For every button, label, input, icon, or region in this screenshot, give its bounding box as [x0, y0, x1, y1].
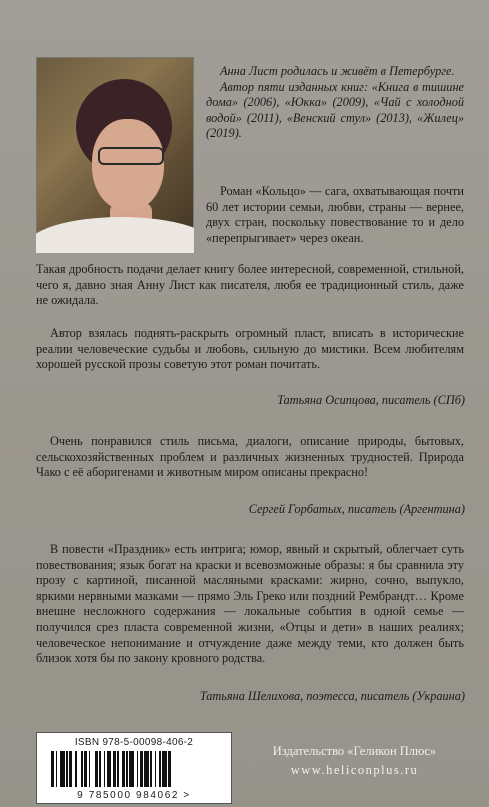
- bio-birthplace: Анна Лист родилась и живёт в Петербурге.: [220, 64, 455, 78]
- review-2-signature: Сергей Горбатых, писатель (Аргентина): [248, 502, 465, 516]
- review-2-text: Очень понравился стиль письма, диалоги, описание природы, бытовых, сельскохозяйственных проблем и различных жизненных трудностей. Природа Чако с её аборигенами и животным миром описаны прекрасно!: [36, 434, 464, 480]
- author-photo: [36, 57, 194, 253]
- review-1-para-2: Автор взялась поднять-раскрыть огромный пласт, вписать в исторические реалии человеческие судьбы и любовь, сильную до мистики. Всем любителям хорошей русской прозы советую этот роман почитать.: [36, 326, 464, 372]
- author-bio: [206, 64, 464, 142]
- review-1-part-b: Такая дробность подачи делает книгу более интересной, современной, стильной, чего я, давно зная Анну Лист как писателя, любя ее традиционный стиль, даже не ожидала.: [36, 262, 464, 308]
- publisher-url: www.heliconplus.ru: [290, 763, 419, 777]
- review-3-text: В повести «Праздник» есть интрига; юмор, явный и скрытый, облегчает суть повествования; язык богат на краски и всевозможные образы: я бы сравнила эту прозу с картиной, писанной масляными красками: жирно, сочно, выпукло, яркими нервными мазками — прямо Эль Греко или поздний Рембрандт… Кроме внешне несложного содержания — локальные события в одной семье — получился срез пласта современной жизни, «Отцы и дети» в наших реалиях; человеческое непонимание и отчуждение даже между теми, кто должен быть близок хотя бы по закону кровного родства.: [36, 542, 464, 666]
- review-1-part-a: Роман «Кольцо» — сага, охватывающая почти 60 лет истории семьи, любви, страны — вернее, двух стран, поскольку повествование то и дело «перепрыгивает» через океан.: [206, 184, 464, 245]
- isbn-number: ISBN 978-5-00098-406-2: [74, 737, 194, 748]
- barcode-digits: 9 785000 984062 >: [77, 790, 191, 801]
- bio-books: Автор пяти изданных книг: «Книга в тишине дома» (2006), «Юкка» (2009), «Чай с холодной водой» (2011), «Венский стул» (2013), «Жилец» (2019).: [206, 79, 464, 140]
- isbn-barcode: [36, 732, 232, 804]
- glasses-icon: [98, 147, 164, 165]
- barcode-bars: [51, 751, 217, 787]
- review-3-signature: Татьяна Шелихова, поэтесса, писатель (Украина): [199, 689, 465, 703]
- review-1-signature: Татьяна Осипцова, писатель (СПб): [277, 393, 465, 407]
- publisher-name: Издательство «Геликон Плюс»: [272, 744, 437, 758]
